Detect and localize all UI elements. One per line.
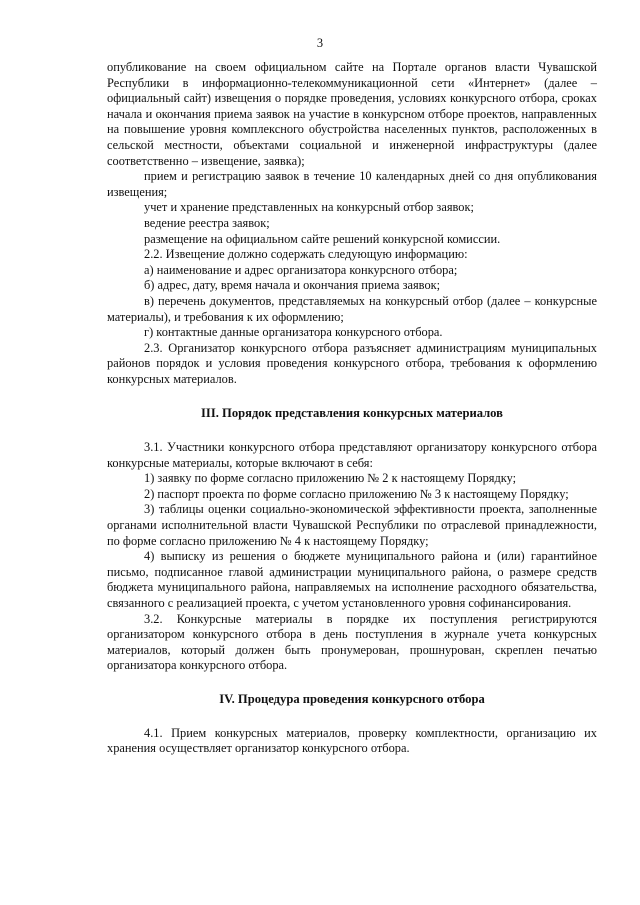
paragraph: размещение на официальном сайте решений конкурсной комиссии. (144, 231, 501, 246)
paragraph: в) перечень документов, представляемых на конкурсный отбор (далее – конкурсные материалы), и требования к их оформлению; (107, 293, 597, 324)
paragraph: прием и регистрацию заявок в течение 10 календарных дней со дня опубликования извещения; (107, 169, 597, 199)
paragraph: ведение реестра заявок; (144, 215, 270, 230)
paragraph: 3.2. Конкурсные материалы в порядке их поступления регистрируются организатором конкурсного отбора в день поступления в журнале учета конкурсных материалов, который должен быть пронумерован, прошнурован, скреплен печатью организатора конкурсного отбора. (107, 611, 597, 673)
paragraph: 2.3. Организатор конкурсного отбора разъясняет администрациям муниципальных районов порядок и условия проведения конкурсного отбора, требования к оформлению конкурсных материалов. (107, 340, 597, 386)
paragraph: б) адрес, дату, время начала и окончания приема заявок; (144, 278, 441, 293)
paragraph: г) контактные данные организатора конкурсного отбора. (144, 325, 443, 340)
paragraph: учет и хранение представленных на конкурсный отбор заявок; (144, 200, 474, 215)
paragraph: 2.2. Извещение должно содержать следующую информацию: (144, 247, 468, 262)
section-heading: III. Порядок представления конкурсных материалов (201, 406, 503, 421)
paragraph: опубликование на своем официальном сайте на Портале органов власти Чувашской Республики в информационно-телекоммуникационной сети «Интернет» (далее – официальный сайт) извещения о порядке проведения, условиях конкурсного отбора, сроках начала и окончания приема заявок на участие в конкурсном отборе проектов, направленных на повышение уровня комплексного обустройства населенных пунктов, расположенных в сельской местности, объектами социальной и инженерной инфраструктуры (далее соответственно – извещение, заявка); (107, 60, 597, 168)
paragraph: 2) паспорт проекта по форме согласно приложению № 3 к настоящему Порядку; (144, 486, 569, 501)
paragraph: 4) выписку из решения о бюджете муниципального района и (или) гарантийное письмо, подписанное главой администрации муниципального района, о размере средств бюджета муниципального района, направляемых на исполнение расходного обязательства, связанного с реализацией проекта, с учетом установленного уровня софинансирования. (107, 549, 597, 610)
paragraph: 1) заявку по форме согласно приложению № 2 к настоящему Порядку; (144, 471, 517, 486)
paragraph: 4.1. Прием конкурсных материалов, проверку комплектности, организацию их хранения осуществляет организатор конкурсного отбора. (107, 725, 597, 756)
section-heading: IV. Процедура проведения конкурсного отбора (219, 691, 485, 706)
document-body (107, 60, 597, 757)
paragraph: 3.1. Участники конкурсного отбора представляют организатору конкурсного отбора конкурсные материалы, которые включают в себя: (107, 440, 597, 470)
page-number: 3 (316, 36, 324, 50)
paragraph: 3) таблицы оценки социально-экономической эффективности проекта, заполненные органами исполнительной власти Чувашской Республики по отраслевой принадлежности, по форме согласно приложению № 4 к настоящему Порядку; (107, 502, 597, 548)
paragraph: а) наименование и адрес организатора конкурсного отбора; (144, 262, 458, 277)
